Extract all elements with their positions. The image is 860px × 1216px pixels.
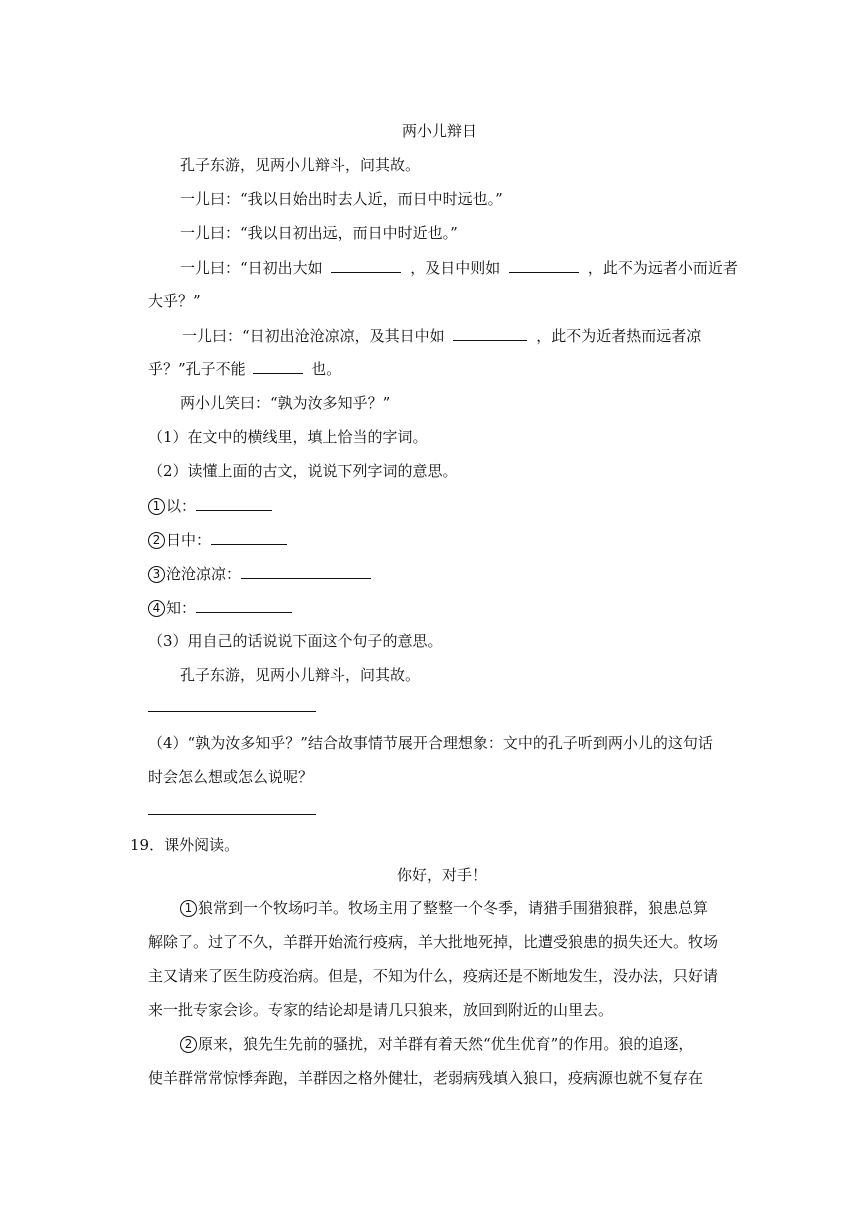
passage-text: 也。 — [311, 360, 342, 378]
passage-line: 两小儿笑曰：“孰为汝多知乎？” — [180, 394, 391, 412]
passage-line-with-blanks — [182, 325, 701, 346]
passage-line-with-blanks — [180, 257, 738, 278]
vocab-label: 以： — [166, 497, 197, 515]
fill-blank[interactable] — [331, 257, 401, 273]
question-3: （3）用自己的话说说下面这个句子的意思。 — [148, 632, 443, 650]
passage-line: 孔子东游，见两小儿辩斗，问其故。 — [180, 156, 421, 174]
fill-blank[interactable] — [509, 257, 579, 273]
answer-line[interactable] — [148, 711, 316, 712]
article-title: 你好，对手！ — [397, 866, 488, 884]
answer-blank[interactable] — [211, 529, 287, 545]
fill-blank[interactable] — [453, 325, 527, 341]
vocab-label: 知： — [166, 599, 197, 617]
vocab-item — [148, 529, 287, 550]
vocab-item — [148, 597, 292, 618]
passage-text: 一儿曰：“日初出沧沧凉凉，及其日中如 — [182, 327, 445, 345]
vocab-label: 沧沧凉凉： — [166, 565, 242, 583]
article-line — [180, 1034, 693, 1054]
question-3-sentence: 孔子东游，见两小儿辩斗，问其故。 — [180, 666, 421, 684]
circled-number: 1 — [148, 498, 165, 515]
answer-blank[interactable] — [241, 563, 371, 579]
passage-line: 大乎？” — [148, 292, 201, 310]
vocab-label: 日中： — [166, 531, 212, 549]
article-line: 使羊群常常惊悸奔跑，羊群因之格外健壮，老弱病残填入狼口，疫病源也就不复存在 — [148, 1069, 704, 1087]
question-2: （2）读懂上面的古文，说说下列字词的意思。 — [148, 462, 458, 480]
circled-number: 2 — [180, 1036, 197, 1053]
answer-blank[interactable] — [196, 495, 272, 511]
article-line — [180, 898, 708, 918]
vocab-item — [148, 563, 371, 584]
passage-text: 一儿曰：“日初出大如 — [180, 259, 323, 277]
passage-title: 两小儿辩日 — [402, 122, 478, 140]
vocab-item — [148, 495, 272, 516]
section-heading: 19．课外阅读。 — [130, 836, 240, 854]
passage-text: ，及日中则如 — [410, 259, 501, 277]
article-line: 解除了。过了不久，羊群开始流行疫病，羊大批地死掉，比遭受狼患的损失还大。牧场 — [148, 933, 719, 951]
passage-text: ，此不为远者小而近者 — [587, 259, 738, 277]
answer-blank[interactable] — [196, 597, 292, 613]
passage-text: ，此不为近者热而远者凉 — [536, 327, 702, 345]
question-4-cont: 时会怎么想或怎么说呢？ — [148, 768, 314, 786]
question-1: （1）在文中的横线里，填上恰当的字词。 — [148, 428, 428, 446]
passage-text: 乎？”孔子不能 — [148, 360, 246, 378]
article-text: 狼常到一个牧场叼羊。牧场主用了整整一个冬季，请猎手围猎狼群，狼患总算 — [198, 899, 709, 917]
passage-line-with-blanks — [148, 358, 341, 379]
circled-number: 4 — [148, 600, 165, 617]
article-text: 原来，狼先生先前的骚扰，对羊群有着天然“优生优育”的作用。狼的追逐， — [198, 1035, 694, 1053]
article-line: 来一批专家会诊。专家的结论却是请几只狼来，放回到附近的山里去。 — [148, 1001, 614, 1019]
fill-blank[interactable] — [253, 358, 303, 374]
article-line: 主又请来了医生防疫治病。但是，不知为什么，疫病还是不断地发生，没办法，只好请 — [148, 967, 719, 985]
circled-number: 2 — [148, 532, 165, 549]
circled-number: 3 — [148, 566, 165, 583]
question-4: （4）“孰为汝多知乎？”结合故事情节展开合理想象：文中的孔子听到两小儿的这句话 — [148, 734, 713, 752]
answer-line[interactable] — [148, 814, 316, 815]
passage-line: 一儿曰：“我以日始出时去人近，而日中时远也。” — [180, 190, 503, 208]
passage-line: 一儿曰：“我以日初出远，而日中时近也。” — [180, 224, 458, 242]
circled-number: 1 — [180, 900, 197, 917]
